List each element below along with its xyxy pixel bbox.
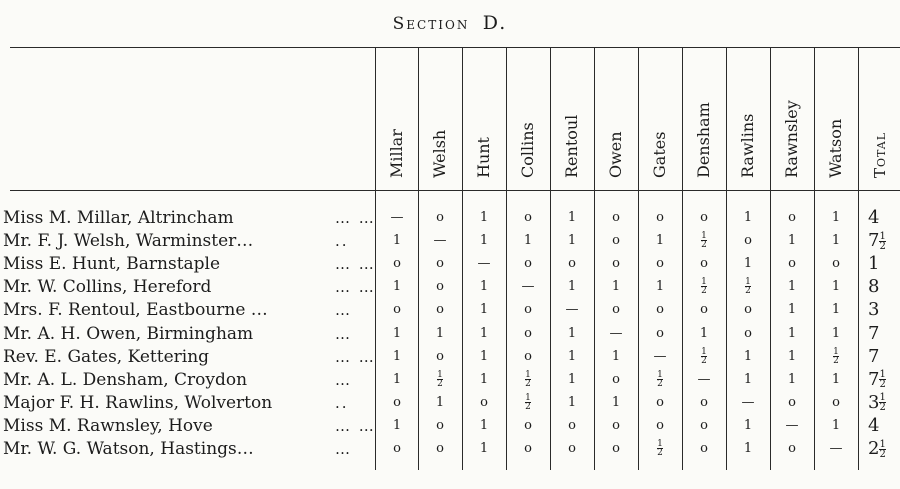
leader-dots: …: [335, 370, 352, 389]
half-fraction: $\frac{1}{2}$: [525, 392, 531, 412]
score-cell: —: [697, 371, 711, 387]
total-cell: 7: [868, 345, 880, 367]
score-cell: 1: [435, 325, 445, 341]
score-cell: o: [788, 256, 796, 272]
score-cell: o: [612, 371, 620, 387]
score-cell: o: [700, 441, 708, 456]
score-cell: o: [612, 256, 620, 272]
score-cell: —: [829, 441, 843, 456]
score-cell: [682, 346, 726, 368]
score-cell: o: [393, 441, 401, 456]
leader-dots: …: [335, 440, 352, 458]
column-header-rentoul: Rentoul: [562, 114, 581, 178]
score-cell: o: [436, 441, 444, 456]
score-cell: o: [656, 302, 664, 318]
total-cell: 4: [868, 207, 880, 228]
player-name: Mr. A. H. Owen, Birmingham: [3, 323, 254, 344]
score-cell: o: [744, 302, 752, 318]
score-cell: o: [524, 441, 532, 456]
leader-dots: ..: [335, 232, 349, 251]
player-name: Mrs. F. Rentoul, Eastbourne …: [3, 300, 268, 321]
score-cell: o: [393, 302, 401, 318]
score-cell: o: [568, 417, 576, 433]
score-cell: [682, 230, 726, 252]
header-bottom-rule: [10, 190, 900, 191]
score-cell: 1: [831, 417, 841, 433]
score-cell: [682, 276, 726, 298]
score-cell: 1: [392, 371, 402, 387]
score-cell: 1: [479, 302, 489, 318]
score-cell: 1: [743, 348, 753, 364]
player-name: Mr. W. G. Watson, Hastings…: [3, 439, 254, 459]
score-cell: o: [568, 256, 576, 272]
score-cell: 1: [611, 279, 621, 295]
half-fraction: $\frac{1}{2}$: [879, 369, 886, 391]
score-cell: o: [393, 256, 401, 272]
score-cell: 1: [479, 348, 489, 364]
leader-dots: … …: [335, 347, 376, 366]
half-fraction: $\frac{1}{2}$: [833, 346, 839, 366]
score-cell: o: [524, 325, 532, 341]
score-cell: 1: [655, 233, 665, 249]
score-cell: 1: [567, 371, 577, 387]
score-cell: 1: [831, 279, 841, 295]
score-cell: o: [612, 417, 620, 433]
column-header-millar: Millar: [387, 129, 406, 178]
score-cell: 1: [831, 210, 841, 225]
total-cell: 3 $\frac{1}{2}$: [868, 391, 886, 414]
half-fraction: $\frac{1}{2}$: [657, 369, 663, 389]
section-word: Section: [392, 14, 470, 34]
score-cell: o: [524, 256, 532, 272]
leader-dots: …: [335, 324, 352, 343]
column-header-hunt: Hunt: [474, 137, 493, 178]
score-cell: o: [656, 417, 664, 433]
score-cell: o: [700, 302, 708, 318]
score-cell: 1: [523, 233, 533, 249]
player-name: Mr. A. L. Densham, Croydon: [3, 369, 248, 390]
score-cell: o: [700, 256, 708, 272]
score-cell: 1: [479, 441, 489, 456]
leader-dots: … …: [335, 255, 376, 274]
leader-dots: …: [335, 301, 352, 320]
total-cell: 2 $\frac{1}{2}$: [868, 438, 886, 460]
player-name: Mr. W. Collins, Hereford: [3, 277, 212, 298]
score-cell: 1: [479, 233, 489, 249]
total-cell: 7 $\frac{1}{2}$: [868, 230, 886, 252]
score-cell: o: [612, 233, 620, 249]
score-cell: —: [653, 348, 667, 364]
score-cell: [814, 346, 858, 368]
score-cell: o: [832, 256, 840, 272]
half-fraction: $\frac{1}{2}$: [879, 438, 886, 460]
half-fraction: $\frac{1}{2}$: [525, 369, 531, 389]
score-cell: o: [612, 210, 620, 225]
column-header-rawlins: Rawlins: [738, 113, 757, 178]
score-cell: o: [524, 302, 532, 318]
score-cell: 1: [743, 441, 753, 456]
score-cell: 1: [787, 348, 797, 364]
score-cell: —: [565, 302, 579, 318]
score-cell: 1: [787, 279, 797, 295]
leader-dots: … …: [335, 209, 376, 227]
score-cell: 1: [567, 233, 577, 249]
score-cell: o: [436, 256, 444, 272]
half-fraction: $\frac{1}{2}$: [701, 231, 707, 251]
score-cell: 1: [787, 302, 797, 318]
score-cell: 1: [611, 348, 621, 364]
score-cell: o: [744, 233, 752, 249]
score-cell: o: [788, 441, 796, 456]
score-cell: o: [656, 210, 664, 225]
half-fraction: $\frac{1}{2}$: [879, 230, 886, 252]
score-cell: 1: [392, 279, 402, 295]
total-cell: 7: [868, 322, 880, 344]
column-header-densham: Densham: [694, 102, 713, 178]
score-cell: —: [741, 394, 755, 410]
score-cell: o: [832, 394, 840, 410]
score-cell: o: [612, 441, 620, 456]
leader-dots: ..: [335, 393, 349, 412]
score-cell: 1: [392, 325, 402, 341]
score-cell: [506, 369, 550, 391]
player-name: Miss M. Rawnsley, Hove: [3, 415, 213, 436]
half-fraction: $\frac{1}{2}$: [879, 392, 886, 414]
score-cell: 1: [567, 348, 577, 364]
score-cell: 1: [392, 417, 402, 433]
score-cell: 1: [567, 279, 577, 295]
score-cell: o: [788, 394, 796, 410]
score-cell: o: [744, 325, 752, 341]
score-cell: 1: [479, 279, 489, 295]
score-cell: —: [477, 256, 491, 272]
score-cell: [506, 392, 550, 414]
score-cell: 1: [699, 325, 709, 341]
total-cell: 1: [868, 253, 880, 275]
score-cell: o: [436, 348, 444, 364]
score-cell: —: [609, 325, 623, 341]
score-cell: 1: [787, 233, 797, 249]
score-cell: [638, 369, 682, 391]
score-cell: o: [480, 394, 488, 410]
total-cell: 8: [868, 276, 880, 298]
total-cell: 7 $\frac{1}{2}$: [868, 368, 886, 391]
score-cell: o: [700, 394, 708, 410]
score-cell: 1: [479, 371, 489, 387]
score-cell: o: [568, 441, 576, 456]
score-cell: o: [656, 325, 664, 341]
score-cell: o: [436, 279, 444, 295]
score-cell: 1: [831, 302, 841, 318]
player-name: Miss M. Millar, Altrincham: [3, 208, 234, 228]
total-cell: 3: [868, 299, 880, 321]
score-cell: 1: [435, 394, 445, 410]
total-cell: 4: [868, 414, 880, 436]
score-cell: —: [390, 210, 404, 225]
score-cell: 1: [831, 371, 841, 387]
score-cell: o: [524, 348, 532, 364]
score-cell: 1: [479, 325, 489, 341]
half-fraction: $\frac{1}{2}$: [657, 439, 663, 458]
column-header-owen: Owen: [606, 131, 625, 178]
column-header-collins: Collins: [518, 122, 537, 178]
score-cell: 1: [787, 325, 797, 341]
score-cell: 1: [787, 371, 797, 387]
column-header-gates: Gates: [650, 131, 669, 178]
column-rule: [858, 47, 859, 470]
score-cell: 1: [655, 279, 665, 295]
score-cell: o: [700, 417, 708, 433]
section-letter: D.: [482, 12, 508, 34]
score-cell: o: [612, 302, 620, 318]
score-cell: o: [436, 417, 444, 433]
player-name: Miss E. Hunt, Barnstaple: [3, 254, 221, 275]
score-cell: 1: [831, 233, 841, 249]
player-name: Major F. H. Rawlins, Wolverton: [3, 392, 273, 413]
score-cell: 1: [611, 394, 621, 410]
score-cell: 1: [743, 371, 753, 387]
score-cell: o: [393, 394, 401, 410]
score-cell: 1: [392, 348, 402, 364]
leader-dots: … …: [335, 416, 376, 435]
leader-dots: … …: [335, 278, 376, 297]
player-name: Mr. F. J. Welsh, Warminster…: [3, 231, 254, 252]
score-cell: o: [524, 210, 532, 225]
score-cell: o: [436, 302, 444, 318]
score-cell: 1: [479, 417, 489, 433]
score-cell: 1: [743, 210, 753, 225]
half-fraction: $\frac{1}{2}$: [745, 277, 751, 297]
score-cell: —: [785, 417, 799, 433]
column-header-watson: Watson: [826, 118, 845, 178]
half-fraction: $\frac{1}{2}$: [701, 346, 707, 366]
score-cell: 1: [392, 233, 402, 249]
player-name: Rev. E. Gates, Kettering: [3, 346, 210, 367]
column-header-total: Total: [871, 131, 889, 178]
header-top-rule: [10, 47, 900, 48]
score-cell: 1: [831, 325, 841, 341]
score-cell: 1: [567, 210, 577, 225]
score-cell: 1: [567, 394, 577, 410]
score-cell: o: [656, 256, 664, 272]
score-cell: o: [656, 394, 664, 410]
score-cell: 1: [479, 210, 489, 225]
column-header-welsh: Welsh: [430, 129, 449, 178]
score-cell: 1: [567, 325, 577, 341]
score-cell: o: [524, 417, 532, 433]
half-fraction: $\frac{1}{2}$: [437, 369, 443, 389]
score-cell: 1: [743, 256, 753, 272]
section-title: [0, 12, 900, 34]
score-cell: o: [788, 210, 796, 225]
score-cell: [418, 369, 462, 391]
score-cell: [638, 438, 682, 460]
score-cell: o: [436, 210, 444, 225]
half-fraction: $\frac{1}{2}$: [701, 277, 707, 297]
score-cell: —: [521, 279, 535, 295]
score-cell: o: [700, 210, 708, 225]
score-cell: [726, 276, 770, 298]
score-cell: —: [433, 233, 447, 249]
score-cell: 1: [743, 417, 753, 433]
column-header-rawnsley: Rawnsley: [782, 100, 801, 178]
